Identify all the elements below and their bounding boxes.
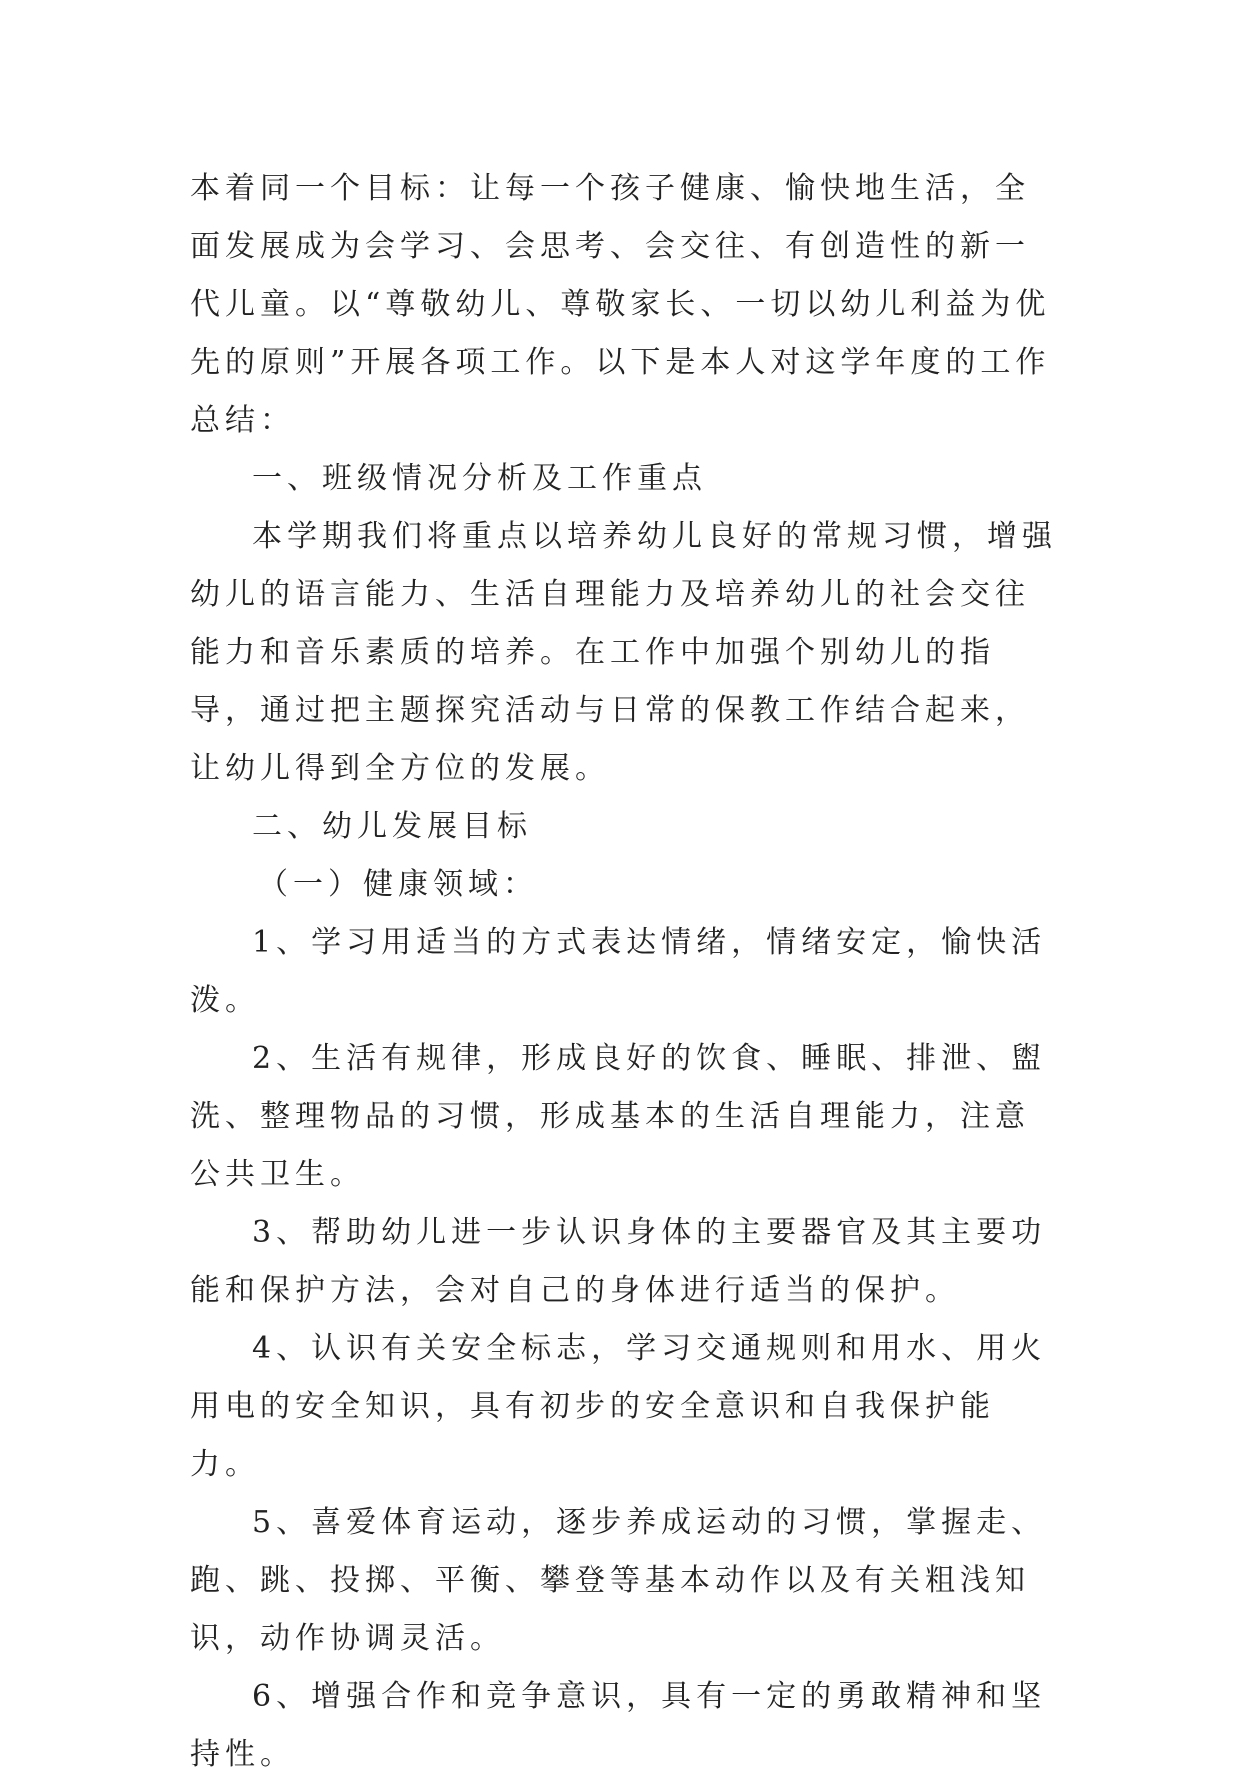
health-goal-item-2: 2、生活有规律，形成良好的饮食、睡眠、排泄、盥洗、整理物品的习惯，形成基本的生活自理能力，注意公共卫生。 bbox=[190, 1041, 1047, 1192]
health-goal-item-1: 1、学习用适当的方式表达情绪，情绪安定，愉快活泼。 bbox=[190, 925, 1047, 1018]
health-goal-item-4: 4、认识有关安全标志，学习交通规则和用水、用火用电的安全知识，具有初步的安全意识和自我保护能力。 bbox=[190, 1331, 1047, 1482]
subsection-heading-health: （一）健康领域： bbox=[258, 867, 538, 902]
health-goal-item-3: 3、帮助幼儿进一步认识身体的主要器官及其主要功能和保护方法，会对自己的身体进行适当的保护。 bbox=[190, 1215, 1047, 1308]
document-body bbox=[190, 160, 1060, 1784]
section-heading-development-goals: 二、幼儿发展目标 bbox=[252, 809, 532, 844]
class-analysis-paragraph: 本学期我们将重点以培养幼儿良好的常规习惯，增强幼儿的语言能力、生活自理能力及培养幼儿的社会交往能力和音乐素质的培养。在工作中加强个别幼儿的指导，通过把主题探究活动与日常的保教工作结合起来，让幼儿得到全方位的发展。 bbox=[190, 519, 1057, 786]
section-heading-class-analysis: 一、班级情况分析及工作重点 bbox=[252, 461, 707, 496]
health-goal-item-5: 5、喜爱体育运动，逐步养成运动的习惯，掌握走、跑、跳、投掷、平衡、攀登等基本动作以及有关粗浅知识，动作协调灵活。 bbox=[190, 1505, 1047, 1656]
intro-paragraph: 本着同一个目标：让每一个孩子健康、愉快地生活，全面发展成为会学习、会思考、会交往、有创造性的新一代儿童。以“尊敬幼儿、尊敬家长、一切以幼儿利益为优先的原则”开展各项工作。以下是本人对这学年度的工作总结： bbox=[190, 171, 1051, 438]
health-goal-item-6: 6、增强合作和竞争意识，具有一定的勇敢精神和坚持性。 bbox=[190, 1679, 1047, 1772]
